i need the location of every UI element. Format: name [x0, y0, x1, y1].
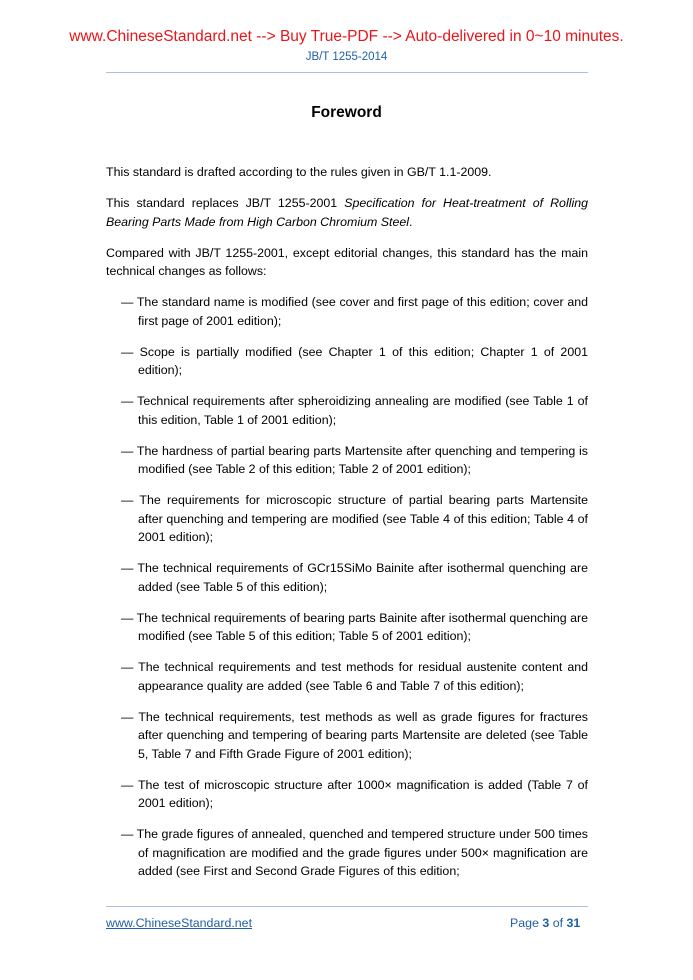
header-divider	[106, 72, 588, 73]
change-item: — Technical requirements after spheroidizing annealing are modified (see Table 1 of this edition, Table 1 of 2001 edition);	[121, 394, 588, 427]
change-item: — The standard name is modified (see cover and first page of this edition; cover and first page of 2001 edition);	[121, 295, 588, 328]
change-item: — Scope is partially modified (see Chapter 1 of this edition; Chapter 1 of 2001 edition);	[121, 344, 588, 377]
change-item: — The requirements for microscopic structure of partial bearing parts Martensite after quenching and tempering are modified (see Table 4 of this edition; Table 4 of 2001 edition);	[121, 493, 588, 544]
change-item: — The technical requirements of bearing parts Bainite after isothermal quenching are modified (see Table 5 of this edition; Table 5 of 2001 edition);	[121, 610, 588, 643]
paragraph-drafting-rules: This standard is drafted according to the rules given in GB/T 1.1-2009.	[106, 165, 492, 179]
footer-website-link[interactable]: www.ChineseStandard.net	[106, 916, 253, 930]
change-item: — The test of microscopic structure after 1000× magnification is added (Table 7 of 2001 edition);	[121, 777, 588, 810]
page-prefix: Page	[510, 916, 543, 930]
page-indicator	[510, 916, 580, 931]
change-item: — The hardness of partial bearing parts Martensite after quenching and tempering is modified (see Table 2 of this edition; Table 2 of 2001 edition);	[121, 443, 588, 476]
replaces-end: .	[409, 214, 413, 229]
paragraph-changes-intro: Compared with JB/T 1255-2001, except editorial changes, this standard has the main technical changes as follows:	[106, 245, 588, 278]
replaced-standard-title: Specification for Heat-treatment of Rolling Bearing Parts Made from High Carbon Chromium Steel	[106, 196, 588, 229]
change-item: — The technical requirements and test methods for residual austenite content and appearance quality are added (see Table 6 and Table 7 of this edition);	[121, 660, 588, 693]
paragraph-replaces	[106, 194, 588, 231]
page-total: 31	[566, 916, 581, 930]
change-item: — The technical requirements, test methods as well as grade figures for fractures after quenching and tempering of bearing parts Martensite are deleted (see Table 5, Table 7 and Fifth Grade Figure of 2001 edition);	[121, 709, 588, 761]
replaces-text: This standard replaces JB/T 1255-2001	[106, 196, 345, 210]
footer-divider	[106, 906, 588, 907]
page-of: of	[549, 916, 567, 930]
top-banner: www.ChineseStandard.net --> Buy True-PDF --> Auto-delivered in 0~10 minutes.	[69, 28, 624, 45]
page-title: Foreword	[311, 104, 382, 121]
page-current: 3	[542, 916, 550, 930]
change-item: — The technical requirements of GCr15SiMo Bainite after isothermal quenching are added (see Table 5 of this edition);	[121, 561, 588, 594]
standard-code: JB/T 1255-2014	[305, 51, 388, 63]
change-item: — The grade figures of annealed, quenched and tempered structure under 500 times of magnification are modified and the grade figures under 500× magnification are added (see First and Second Grade Figures of this edition;	[121, 827, 588, 878]
document-body	[106, 163, 588, 893]
changes-list	[106, 293, 588, 881]
